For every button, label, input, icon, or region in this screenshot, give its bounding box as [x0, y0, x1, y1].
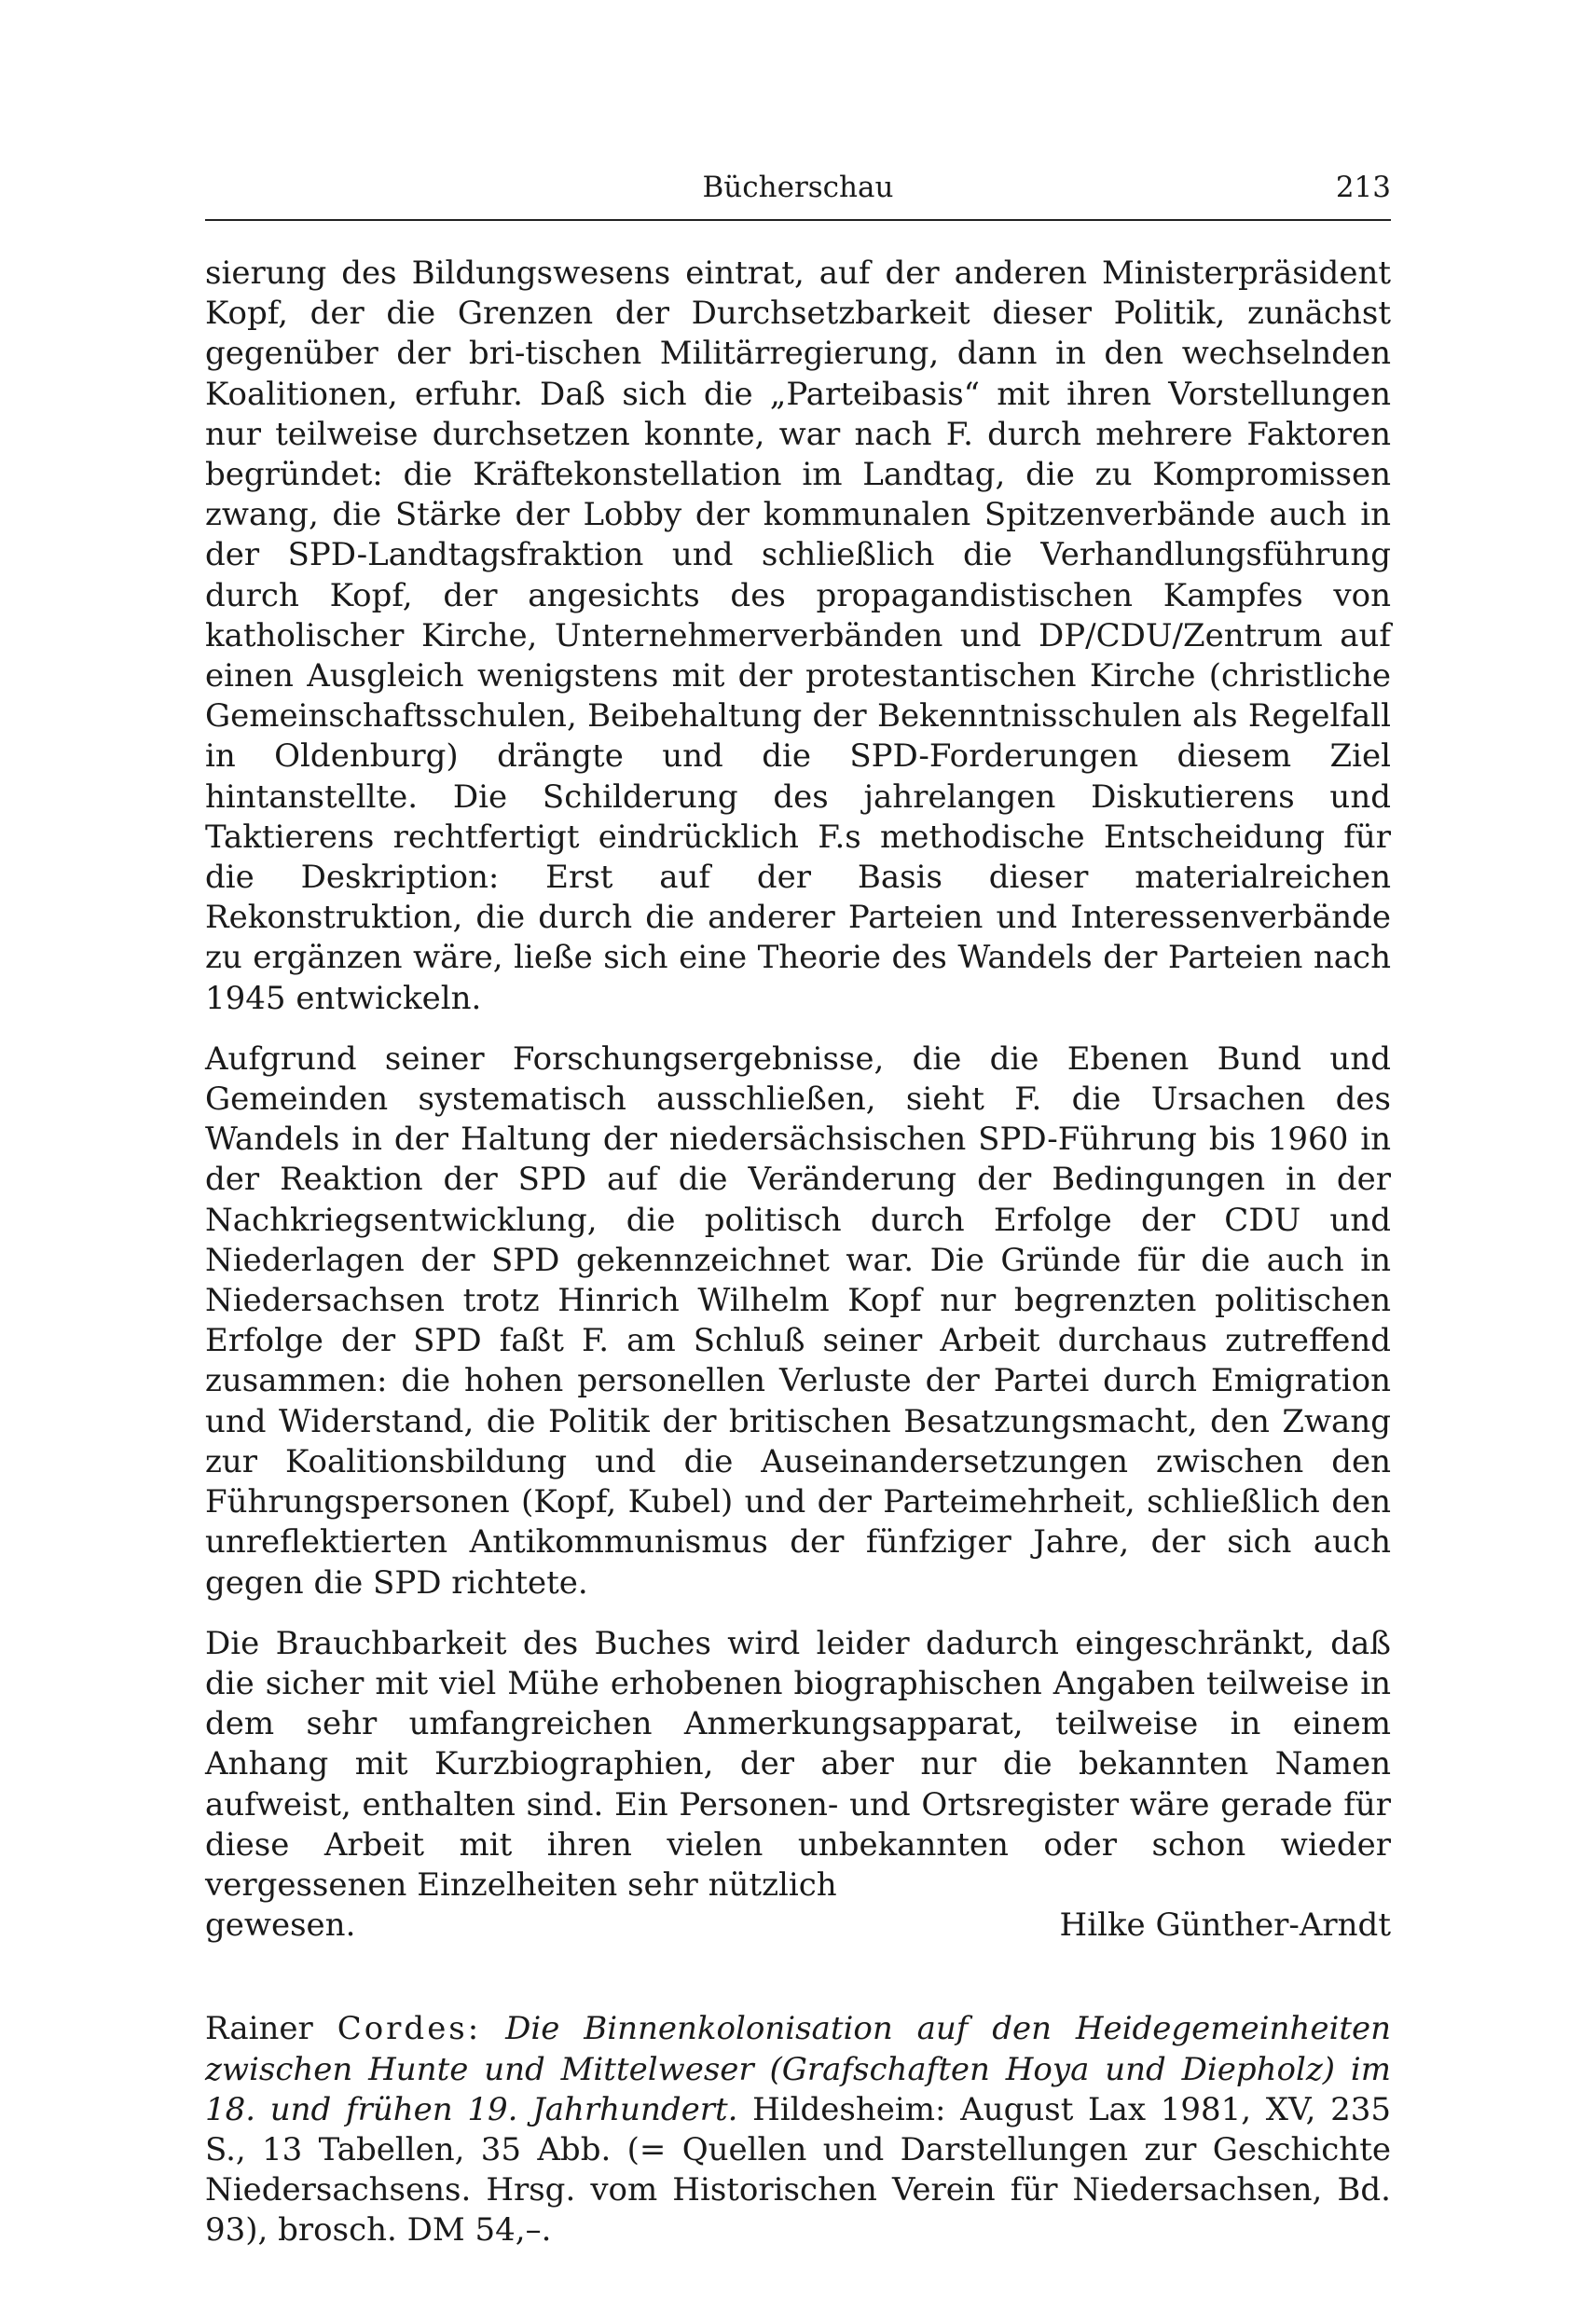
author-first-name: Rainer — [205, 2010, 313, 2048]
closing-word: gewesen. — [205, 1906, 356, 1945]
publication-details: Hildesheim: August Lax 1981, XV, 235 S., 13 Tabellen, 35 Abb. (= Quellen und Darstellungen zur Geschichte Niedersachsens. Hrsg. vom Historischen Verein für Niedersachsen, Bd. 93), brosch. DM 54,–. — [205, 2090, 1391, 2250]
book-title: Die Binnenkolonisation auf den Heidegemeinheiten zwischen Hunte und Mittelweser (Grafschaften Hoya und Diepholz) im 18. und frühen 19. Jahrhundert. — [205, 2010, 1392, 2128]
running-header — [205, 163, 1391, 221]
paragraph-1: sierung des Bildungswesens eintrat, auf der anderen Ministerpräsident Kopf, der die Grenzen der Durchsetzbarkeit dieser Politik, zunächst gegenüber der bri-tischen Militärregierung, dann in den wechselnden Koalitionen, erfuhr. Daß sich die „Parteibasis“ mit ihren Vorstellungen nur teilweise durchsetzen konnte, war nach F. durch mehrere Faktoren begründet: die Kräftekonstellation im Landtag, die zu Kompromissen zwang, die Stärke der Lobby der kommunalen Spitzenverbände auch in der SPD-Landtagsfraktion und schließlich die Verhandlungsführung durch Kopf, der angesichts des propagandistischen Kampfes von katholischer Kirche, Unternehmerverbänden und DP/CDU/Zentrum auf einen Ausgleich wenigstens mit der protestantischen Kirche (christliche Gemeinschaftsschulen, Beibehaltung der Bekenntnisschulen als Regelfall in Oldenburg) drängte und die SPD-Forderungen diesem Ziel hintanstellte. Die Schilderung des jahrelangen Diskutierens und Taktierens rechtfertigt eindrücklich F.s methodische Entscheidung für die Deskription: Erst auf der Basis dieser materialreichen Rekonstruktion, die durch die anderer Parteien und Interessenverbände zu ergänzen wäre, ließe sich eine Theorie des Wandels der Parteien nach 1945 entwickeln. — [205, 255, 1391, 1017]
review-body — [205, 254, 1391, 2251]
paragraph-2: Aufgrund seiner Forschungsergebnisse, die die Ebenen Bund und Gemeinden systematisch ausschließen, sieht F. die Ursachen des Wandels in der Haltung der niedersächsischen SPD-Führung bis 1960 in der Reaktion der SPD auf die Veränderung der Bedingungen in der Nachkriegsentwicklung, die politisch durch Erfolge der CDU und Niederlagen der SPD gekennzeichnet war. Die Gründe für die auch in Niedersachsen trotz Hinrich Wilhelm Kopf nur begrenzten politischen Erfolge der SPD faßt F. am Schluß seiner Arbeit durchaus zutreffend zusammen: die hohen personellen Verluste der Partei durch Emigration und Widerstand, die Politik der britischen Besatzungsmacht, den Zwang zur Koalitionsbildung und die Auseinandersetzungen zwischen den Führungspersonen (Kopf, Kubel) und der Parteimehrheit, schließlich den unreflektierten Antikommunismus der fünfziger Jahre, der sich auch gegen die SPD richtete. — [205, 1039, 1391, 1602]
paragraph-3-text: Die Brauchbarkeit des Buches wird leider dadurch eingeschränkt, daß die sicher mit viel Mühe erhobenen biographischen Angaben teilweise in dem sehr umfangreichen Anmerkungsapparat, teilweise in einem Anhang mit Kurzbiographien, der aber nur die bekannten Namen aufweist, enthalten sind. Ein Personen- und Ortsregister wäre gerade für diese Arbeit mit ihren vielen unbekannten oder schon wieder vergessenen Einzelheiten sehr nützlich — [205, 1624, 1391, 1904]
page-number: 213 — [1335, 171, 1391, 204]
closing-line — [205, 1906, 1391, 1946]
reviewer-name: Hilke Günther-Arndt — [1059, 1906, 1391, 1945]
bibliography-entry — [205, 2009, 1391, 2250]
running-title: Bücherschau — [702, 171, 894, 204]
author-last-name: Cordes: — [337, 2010, 482, 2048]
paragraph-3 — [205, 1624, 1391, 1947]
